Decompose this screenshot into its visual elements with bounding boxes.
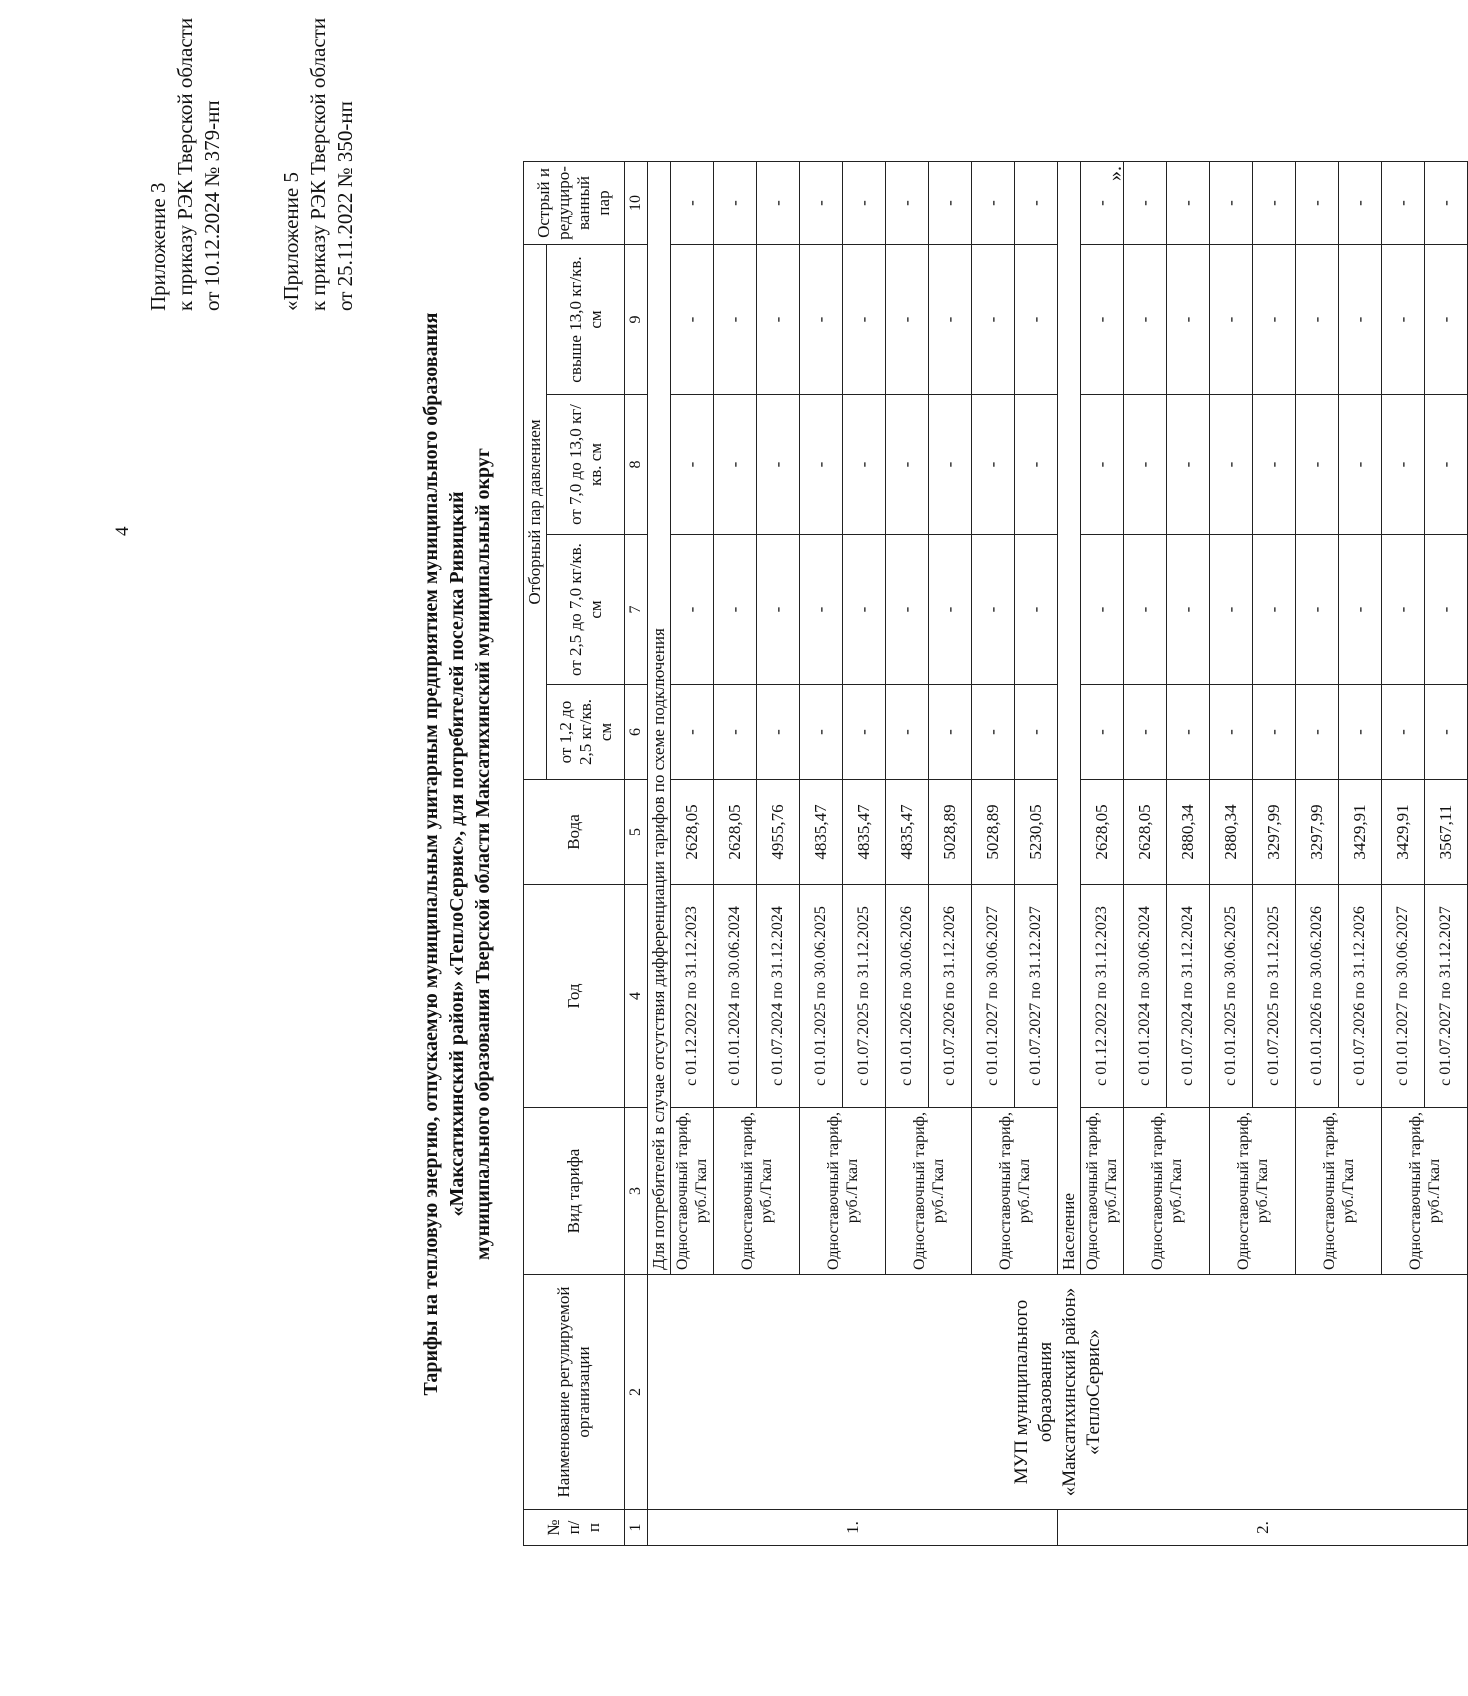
empty-value-dash: - [1296,685,1339,780]
empty-value-dash: - [1253,161,1296,244]
empty-value-dash: - [1167,535,1210,685]
water-tariff-value: 4835,47 [886,780,929,885]
empty-value-dash: - [1425,395,1468,535]
header-water: Вода [524,780,625,885]
tariff-period: с 01.01.2024 по 30.06.2024 [1124,885,1167,1108]
empty-value-dash: - [800,244,843,394]
empty-value-dash: - [972,161,1015,244]
empty-value-dash: - [972,395,1015,535]
appendix-line: к приказу РЭК Тверской области [173,17,197,311]
tariff-table [523,161,1468,1546]
section-row [648,161,671,1545]
tariff-period: с 01.07.2025 по 31.12.2025 [1253,885,1296,1108]
organization-name: МУП муниципального образования «Максатихинский район» «ТеплоСервис» [648,1275,1468,1510]
empty-value-dash: - [1081,161,1124,244]
water-tariff-value: 4835,47 [843,780,886,885]
empty-value-dash: - [1015,685,1058,780]
empty-value-dash: - [1253,395,1296,535]
tariff-period: с 01.07.2025 по 31.12.2025 [843,885,886,1108]
empty-value-dash: - [1253,244,1296,394]
empty-value-dash: - [1124,685,1167,780]
empty-value-dash: - [671,685,714,780]
empty-value-dash: - [800,395,843,535]
closing-quote: ». [1104,166,1126,181]
empty-value-dash: - [843,161,886,244]
empty-value-dash: - [929,535,972,685]
water-tariff-value: 2880,34 [1167,780,1210,885]
empty-value-dash: - [714,244,757,394]
empty-value-dash: - [1015,395,1058,535]
tariff-kind: Одноставочный тариф, руб./Гкал [800,1108,886,1275]
title-line: Тарифы на тепловую энергию, отпускаемую муниципальным унитарным предприятием муниципального образования [420,312,442,1396]
column-number: 1 [625,1510,648,1546]
empty-value-dash: - [1081,244,1124,394]
empty-value-dash: - [1253,535,1296,685]
empty-value-dash: - [1210,685,1253,780]
water-tariff-value: 4955,76 [757,780,800,885]
empty-value-dash: - [1382,161,1425,244]
header-extracted-steam: Отборный пар давлением [524,244,547,779]
empty-value-dash: - [671,244,714,394]
water-tariff-value: 2628,05 [1124,780,1167,885]
header-year: Год [524,885,625,1108]
column-number-row [625,161,648,1545]
column-number: 4 [625,885,648,1108]
empty-value-dash: - [1081,535,1124,685]
row-index: 1. [648,1510,1058,1546]
section-title: Население [1058,161,1081,1274]
empty-value-dash: - [714,161,757,244]
water-tariff-value: 2628,05 [1081,780,1124,885]
column-number: 3 [625,1108,648,1275]
empty-value-dash: - [1425,244,1468,394]
water-tariff-value: 2628,05 [714,780,757,885]
empty-value-dash: - [1382,244,1425,394]
row-index: 2. [1058,1510,1468,1546]
empty-value-dash: - [886,395,929,535]
empty-value-dash: - [1167,244,1210,394]
empty-value-dash: - [1167,685,1210,780]
tariff-period: с 01.07.2026 по 31.12.2026 [929,885,972,1108]
water-tariff-value: 3429,91 [1339,780,1382,885]
header-steam-2-5-to-7-0: от 2,5 до 7,0 кг/кв. см [547,535,625,685]
column-number: 10 [625,161,648,244]
document-title [418,162,496,1546]
appendix-line: «Приложение 5 [279,172,303,311]
water-tariff-value: 3297,99 [1253,780,1296,885]
header-steam-7-0-to-13-0: от 7,0 до 13,0 кг/кв. см [547,395,625,535]
empty-value-dash: - [972,244,1015,394]
water-tariff-value: 3297,99 [1296,780,1339,885]
empty-value-dash: - [929,161,972,244]
water-tariff-value: 4835,47 [800,780,843,885]
appendix-reference-current [145,18,226,311]
empty-value-dash: - [1253,685,1296,780]
empty-value-dash: - [1210,395,1253,535]
tariff-kind: Одноставочный тариф, руб./Гкал [886,1108,972,1275]
tariff-kind: Одноставочный тариф, руб./Гкал [671,1108,714,1275]
water-tariff-value: 5230,05 [1015,780,1058,885]
empty-value-dash: - [1339,685,1382,780]
tariff-kind: Одноставочный тариф, руб./Гкал [1081,1108,1124,1275]
title-line: муниципального образования Тверской области Максатихинский муниципальный округ [472,448,494,1260]
empty-value-dash: - [714,685,757,780]
appendix-line: от 10.12.2024 № 379-нп [200,100,224,311]
empty-value-dash: - [843,244,886,394]
appendix-line: от 25.11.2022 № 350-нп [333,101,357,311]
tariff-period: с 01.01.2024 по 30.06.2024 [714,885,757,1108]
empty-value-dash: - [1382,535,1425,685]
empty-value-dash: - [886,244,929,394]
empty-value-dash: - [1382,395,1425,535]
tariff-kind: Одноставочный тариф, руб./Гкал [714,1108,800,1275]
water-tariff-value: 3567,11 [1425,780,1468,885]
empty-value-dash: - [1425,685,1468,780]
empty-value-dash: - [1425,535,1468,685]
tariff-period: с 01.07.2027 по 31.12.2027 [1425,885,1468,1108]
empty-value-dash: - [886,535,929,685]
header-steam-over-13-0: свыше 13,0 кг/кв. см [547,244,625,394]
appendix-line: к приказу РЭК Тверской области [306,17,330,311]
tariff-period: с 01.01.2025 по 30.06.2025 [1210,885,1253,1108]
water-tariff-value: 5028,89 [929,780,972,885]
empty-value-dash: - [972,535,1015,685]
empty-value-dash: - [1124,161,1167,244]
header-sharp-steam: Острый и редуциро-ванный пар [524,161,625,244]
column-number: 9 [625,244,648,394]
empty-value-dash: - [1167,161,1210,244]
column-number: 8 [625,395,648,535]
empty-value-dash: - [929,395,972,535]
tariff-period: с 01.12.2022 по 31.12.2023 [671,885,714,1108]
appendix-reference-previous [278,18,359,311]
empty-value-dash: - [1339,535,1382,685]
tariff-period: с 01.07.2027 по 31.12.2027 [1015,885,1058,1108]
empty-value-dash: - [1015,244,1058,394]
empty-value-dash: - [929,244,972,394]
empty-value-dash: - [1339,395,1382,535]
empty-value-dash: - [1015,161,1058,244]
empty-value-dash: - [714,395,757,535]
tariff-period: с 01.07.2026 по 31.12.2026 [1339,885,1382,1108]
empty-value-dash: - [800,535,843,685]
tariff-period: с 01.01.2026 по 30.06.2026 [886,885,929,1108]
empty-value-dash: - [757,244,800,394]
empty-value-dash: - [757,395,800,535]
empty-value-dash: - [929,685,972,780]
empty-value-dash: - [1339,244,1382,394]
appendix-line: Приложение 3 [146,182,170,311]
column-number: 5 [625,780,648,885]
empty-value-dash: - [671,395,714,535]
empty-value-dash: - [1081,395,1124,535]
empty-value-dash: - [1296,395,1339,535]
empty-value-dash: - [757,685,800,780]
tariff-period: с 01.07.2024 по 31.12.2024 [1167,885,1210,1108]
empty-value-dash: - [1339,161,1382,244]
title-line: «Максатихинский район» «ТеплоСервис», для потребителей поселка Ривицкий [446,491,468,1217]
empty-value-dash: - [1296,244,1339,394]
tariff-period: с 01.01.2026 по 30.06.2026 [1296,885,1339,1108]
tariff-period: с 01.07.2024 по 31.12.2024 [757,885,800,1108]
water-tariff-value: 3429,91 [1382,780,1425,885]
page-number: 4 [112,526,133,536]
column-number: 6 [625,685,648,780]
empty-value-dash: - [757,161,800,244]
tariff-kind: Одноставочный тариф, руб./Гкал [1382,1108,1468,1275]
tariff-kind: Одноставочный тариф, руб./Гкал [1296,1108,1382,1275]
empty-value-dash: - [1015,535,1058,685]
empty-value-dash: - [1124,535,1167,685]
tariff-period: с 01.12.2022 по 31.12.2023 [1081,885,1124,1108]
empty-value-dash: - [972,685,1015,780]
tariff-kind: Одноставочный тариф, руб./Гкал [1210,1108,1296,1275]
tariff-table-body [625,161,1468,1545]
empty-value-dash: - [800,685,843,780]
empty-value-dash: - [757,535,800,685]
water-tariff-value: 2880,34 [1210,780,1253,885]
column-number: 7 [625,535,648,685]
empty-value-dash: - [1296,535,1339,685]
empty-value-dash: - [1081,685,1124,780]
tariff-period: с 01.01.2027 по 30.06.2027 [972,885,1015,1108]
column-number: 2 [625,1275,648,1510]
empty-value-dash: - [671,161,714,244]
tariff-kind: Одноставочный тариф, руб./Гкал [972,1108,1058,1275]
header-number: № п/ п [524,1510,625,1546]
empty-value-dash: - [800,161,843,244]
empty-value-dash: - [1382,685,1425,780]
empty-value-dash: - [843,535,886,685]
empty-value-dash: - [843,395,886,535]
empty-value-dash: - [886,161,929,244]
empty-value-dash: - [1210,161,1253,244]
tariff-period: с 01.01.2027 по 30.06.2027 [1382,885,1425,1108]
header-tariff-kind: Вид тарифа [524,1108,625,1275]
empty-value-dash: - [1124,244,1167,394]
empty-value-dash: - [1210,535,1253,685]
tariff-kind: Одноставочный тариф, руб./Гкал [1124,1108,1210,1275]
empty-value-dash: - [1167,395,1210,535]
empty-value-dash: - [843,685,886,780]
water-tariff-value: 5028,89 [972,780,1015,885]
empty-value-dash: - [1210,244,1253,394]
tariff-period: с 01.01.2025 по 30.06.2025 [800,885,843,1108]
empty-value-dash: - [1124,395,1167,535]
header-steam-1-2-to-2-5: от 1,2 до 2,5 кг/кв. см [547,685,625,780]
section-title: Для потребителей в случае отсутствия дифференциации тарифов по схеме подключения [648,161,671,1274]
empty-value-dash: - [714,535,757,685]
empty-value-dash: - [1296,161,1339,244]
empty-value-dash: - [1425,161,1468,244]
water-tariff-value: 2628,05 [671,780,714,885]
empty-value-dash: - [671,535,714,685]
header-organization: Наименование регулируемой организации [524,1275,625,1510]
empty-value-dash: - [886,685,929,780]
